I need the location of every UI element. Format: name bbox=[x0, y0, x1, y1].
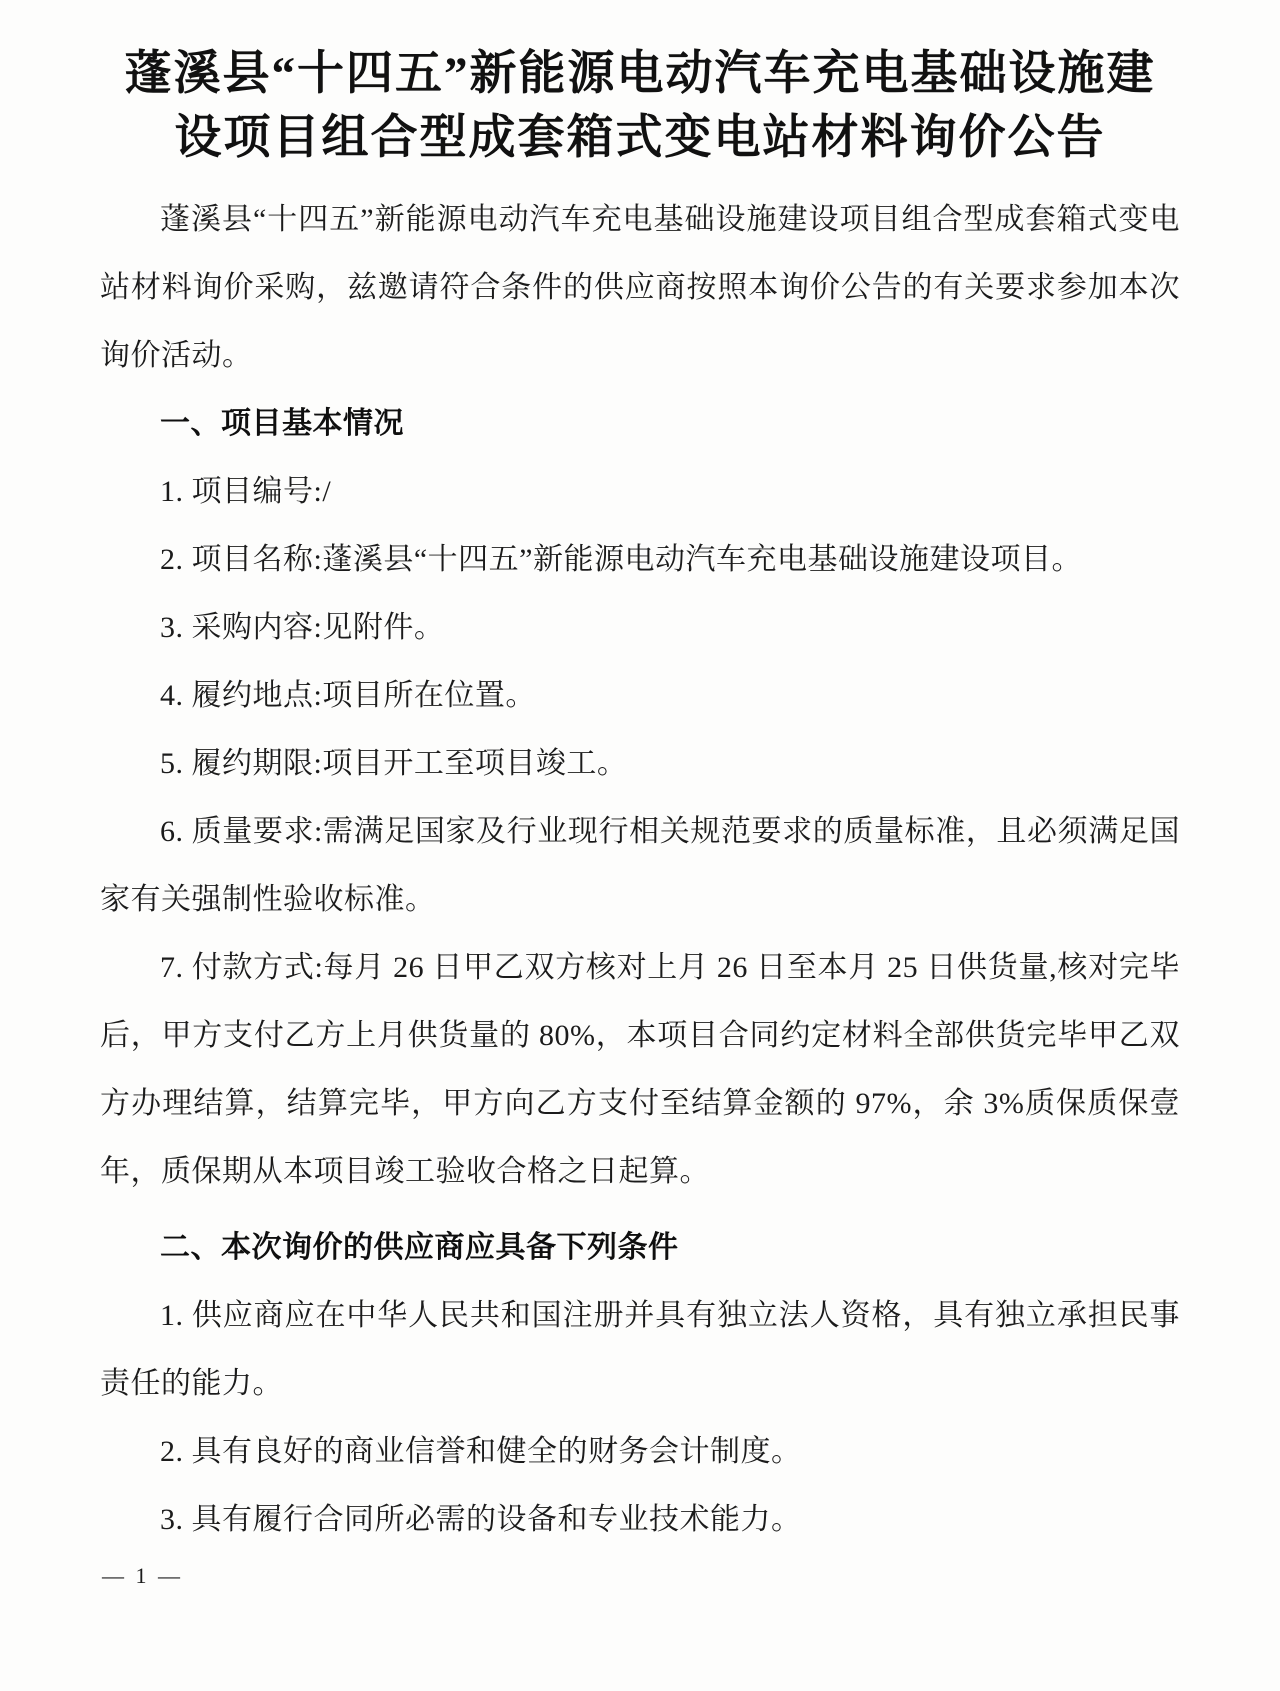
section-2-item-1: 1. 供应商应在中华人民共和国注册并具有独立法人资格，具有独立承担民事责任的能力。 bbox=[100, 1299, 1180, 1400]
intro-paragraph: 蓬溪县“十四五”新能源电动汽车充电基础设施建设项目组合型成套箱式变电站材料询价采购，兹邀请符合条件的供应商按照本询价公告的有关要求参加本次询价活动。 bbox=[100, 203, 1180, 372]
section-1-item-4: 4. 履约地点:项目所在位置。 bbox=[160, 679, 536, 712]
title-line-2: 设项目组合型成套箱式变电站材料询价公告 bbox=[174, 112, 1106, 164]
section-1-item-1: 1. 项目编号:/ bbox=[160, 475, 332, 508]
section-2-item-3: 3. 具有履行合同所必需的设备和专业技术能力。 bbox=[160, 1503, 802, 1536]
section-1-item-7: 7. 付款方式:每月 26 日甲乙双方核对上月 26 日至本月 25 日供货量,核对完毕后，甲方支付乙方上月供货量的 80%，本项目合同约定材料全部供货完毕甲乙双方办理结算，结算完毕，甲方向乙方支付至结算金额的 97%，余 3%质保质保壹年，质保期从本项目竣工验收合格之日起算。 bbox=[100, 951, 1180, 1188]
document-title bbox=[100, 42, 1180, 170]
section-2-item-2: 2. 具有良好的商业信誉和健全的财务会计制度。 bbox=[160, 1435, 802, 1468]
section-1-item-2: 2. 项目名称:蓬溪县“十四五”新能源电动汽车充电基础设施建设项目。 bbox=[160, 543, 1082, 576]
title-line-1: 蓬溪县“十四五”新能源电动汽车充电基础设施建 bbox=[124, 48, 1156, 100]
page-number: — 1 — bbox=[102, 1563, 183, 1588]
section-1-item-3: 3. 采购内容:见附件。 bbox=[160, 611, 445, 644]
section-1-heading: 一、项目基本情况 bbox=[160, 407, 404, 440]
section-1-item-6: 6. 质量要求:需满足国家及行业现行相关规范要求的质量标准，且必须满足国家有关强制性验收标准。 bbox=[100, 815, 1180, 916]
section-1-item-5: 5. 履约期限:项目开工至项目竣工。 bbox=[160, 747, 628, 780]
section-2-heading: 二、本次询价的供应商应具备下列条件 bbox=[160, 1231, 679, 1264]
